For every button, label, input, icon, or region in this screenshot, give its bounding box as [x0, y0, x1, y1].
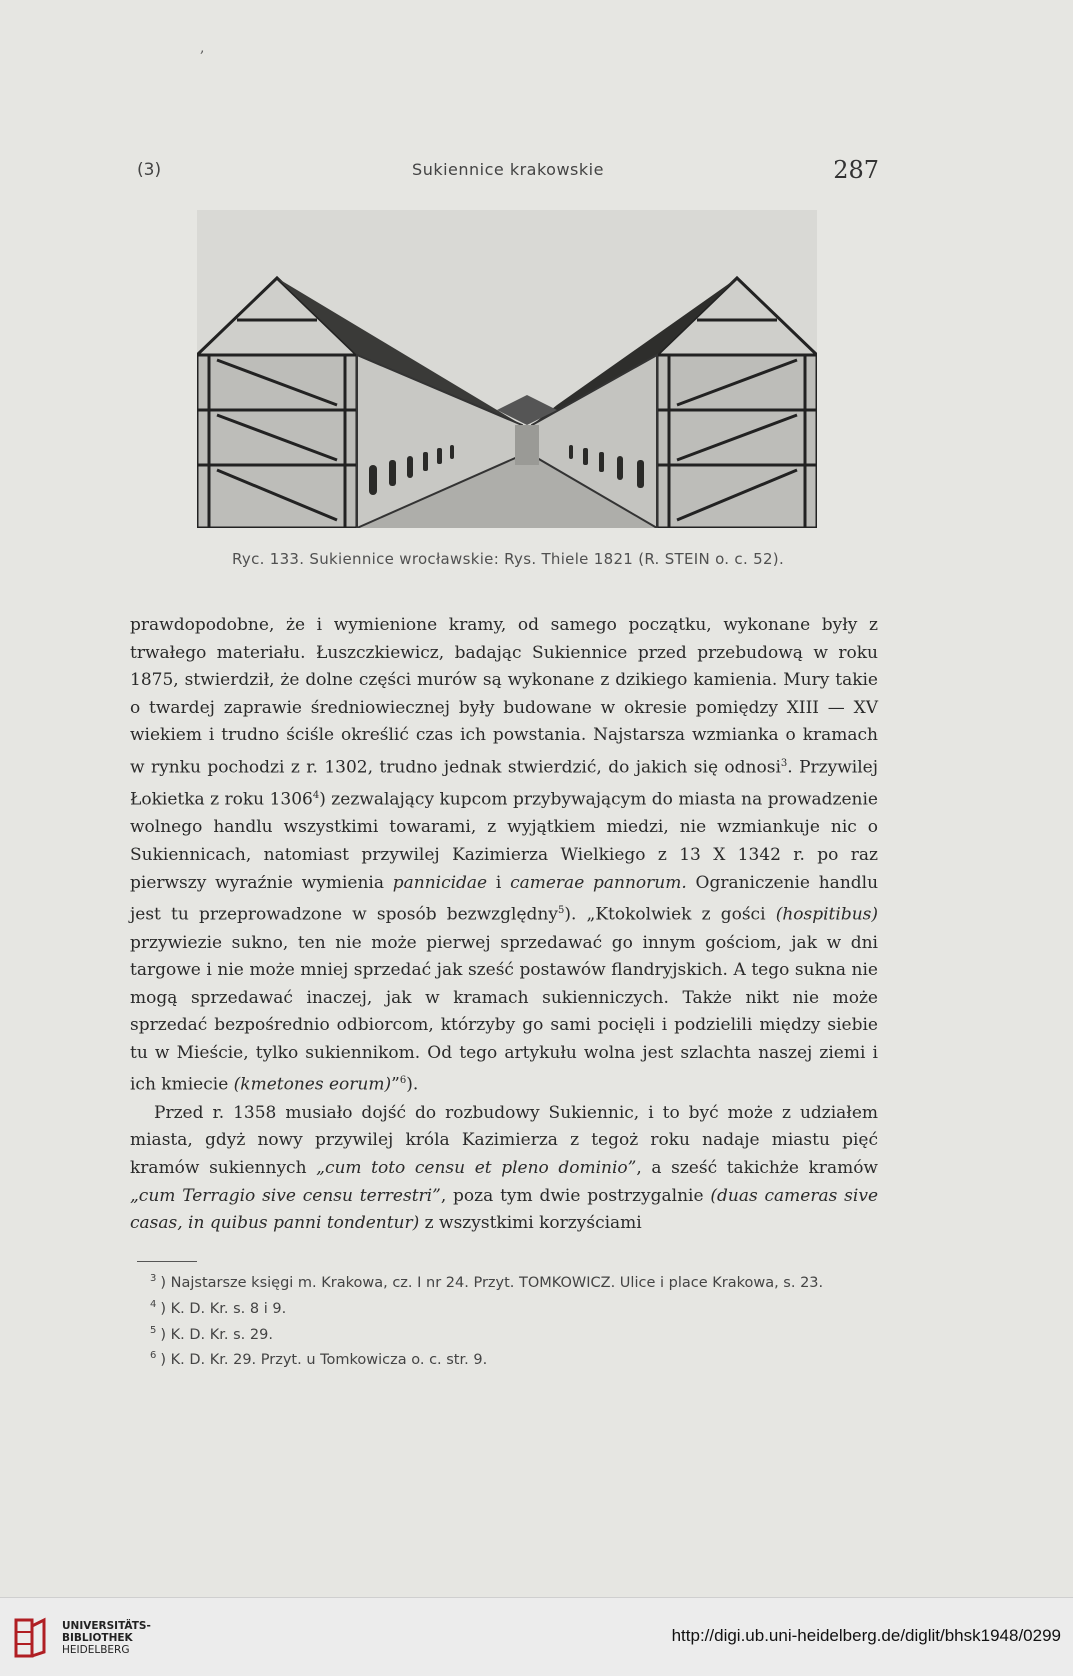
section-number: (3) — [137, 160, 162, 180]
text-run: . Przywilej Łokietka z roku 1306 — [130, 757, 878, 810]
paragraph — [130, 1100, 878, 1238]
text-run: i — [495, 872, 502, 893]
running-title: Sukiennice krakowskie — [412, 160, 604, 179]
footnote-number: 4 — [150, 1298, 157, 1310]
library-name[interactable] — [62, 1620, 151, 1656]
running-head — [137, 152, 879, 186]
italic-term: „cum Terragio sive censu terrestri” — [130, 1185, 441, 1206]
footnote — [150, 1294, 879, 1320]
italic-term: (duas cameras sive casas, in quibus panni tondentur) — [130, 1185, 878, 1234]
text-run: ” — [391, 1075, 400, 1096]
text-run: ) zezwalający kupcom przybywającym do miasta na prowadzenie wolnego handlu wszystkimi towarami, z wyjątkiem miedzi, nie wzmiankuje nic o Sukiennicach, natomiast przywilej Kazimierza Wielkiego z 13 X 1342 r. po raz pierwszy wyraźnie wymienia — [130, 789, 878, 893]
figure-caption: Ryc. 133. Sukiennice wrocławskie: Rys. Thiele 1821 (R. STEIN o. c. 52). — [231, 550, 785, 568]
footnote-rule — [137, 1261, 197, 1262]
italic-term: „cum toto censu et pleno dominio” — [316, 1157, 637, 1178]
text-run: , poza tym dwie postrzygalnie — [440, 1185, 704, 1206]
footnote-number: 3 — [150, 1273, 157, 1284]
footnote-text: ) Najstarsze księgi m. Krakowa, cz. I nr 24. Przyt. TOMKOWICZ. Ulice i place Krakowa, s. 23. — [160, 1274, 824, 1291]
library-name-line: HEIDELBERG — [62, 1644, 130, 1656]
library-footer — [0, 1597, 1073, 1676]
university-library-logo-icon[interactable] — [10, 1616, 50, 1660]
footnote-number: 5 — [150, 1324, 157, 1336]
italic-term: (kmetones eorum) — [233, 1075, 392, 1096]
footnote-ref: 5 — [557, 905, 565, 917]
page-number: 287 — [833, 156, 879, 184]
italic-term: (hospitibus) — [775, 904, 879, 925]
text-run: przywiezie sukno, ten nie może pierwej sprzedawać go innym gościom, jak w dni targowe i nie może mniej sprzedać jak sześć postawów flandryjskich. A tego sukna nie mogą sprzedawać inaczej, jak w kramach sukienniczych. Także nikt nie może sprzedać bezpośrednio odbiorcom, którzyby go sami pocięli i podzielili między siebie tu w Mieście, tylko sukiennikom. Od tego artykułu wolna jest szlachta naszej ziemi i ich kmiecie — [130, 932, 878, 1096]
footnote-text: ) K. D. Kr. s. 29. — [160, 1326, 273, 1343]
italic-term: camerae pannorum. — [510, 872, 687, 893]
cloth-hall-section-drawing — [197, 210, 817, 528]
footnote-ref: 6 — [399, 1075, 407, 1087]
paragraph — [130, 612, 878, 1100]
text-run: prawdopodobne, że i wymienione kramy, od samego początku, wykonane były z trwałego materiału. Łuszczkiewicz, badając Sukiennice przed przebudową w roku 1875, stwierdził, że dolne części murów są wykonane z dzikiego kamienia. Mury takie o twardej zaprawie średniowiecznej były budowane w okresie pomiędzy XIII — XV wiekiem i trudno ściśle określić czas ich powstania. Najstarsza wzmianka o kramach w rynku pochodzi z r. 1302, trudno jednak stwierdzić, do jakich się odnosi — [130, 615, 878, 778]
footnote — [150, 1320, 879, 1346]
text-run: , a sześć takichże kramów — [636, 1157, 878, 1178]
footnote — [150, 1345, 879, 1371]
text-run: ). — [406, 1075, 419, 1096]
footnotes — [150, 1268, 879, 1371]
footnote-number: 6 — [150, 1350, 157, 1362]
footnote-text: ) K. D. Kr. 29. Przyt. u Tomkowicza o. c. str. 9. — [160, 1352, 488, 1369]
permalink-url[interactable]: http://digi.ub.uni-heidelberg.de/diglit/bhsk1948/0299 — [671, 1626, 1061, 1645]
italic-term: pannicidae — [392, 872, 488, 893]
text-run: Przed r. 1358 musiało dojść do rozbudowy Sukiennic, i to być może z udziałem miasta, gdyż nowy przywilej króla Kazimierza z tegoż roku nadaje miastu pięć kramów sukiennych — [130, 1102, 878, 1178]
footnote-ref: 3 — [780, 757, 788, 769]
library-name-line: BIBLIOTHEK — [62, 1632, 133, 1644]
text-run: ). „Ktokolwiek z gości — [564, 904, 766, 925]
footnote-text: ) K. D. Kr. s. 8 i 9. — [160, 1300, 287, 1317]
text-run: z wszystkimi korzyściami — [424, 1213, 642, 1234]
text-run: Ograniczenie handlu jest tu przeprowadzone w sposób bezwzględny — [130, 872, 879, 925]
library-name-line: UNIVERSITÄTS- — [62, 1620, 151, 1632]
footnote-ref: 4 — [312, 790, 320, 802]
body-text — [130, 612, 878, 1238]
figure-illustration — [197, 210, 817, 528]
stray-mark: , — [200, 40, 205, 56]
footnote — [150, 1268, 879, 1294]
